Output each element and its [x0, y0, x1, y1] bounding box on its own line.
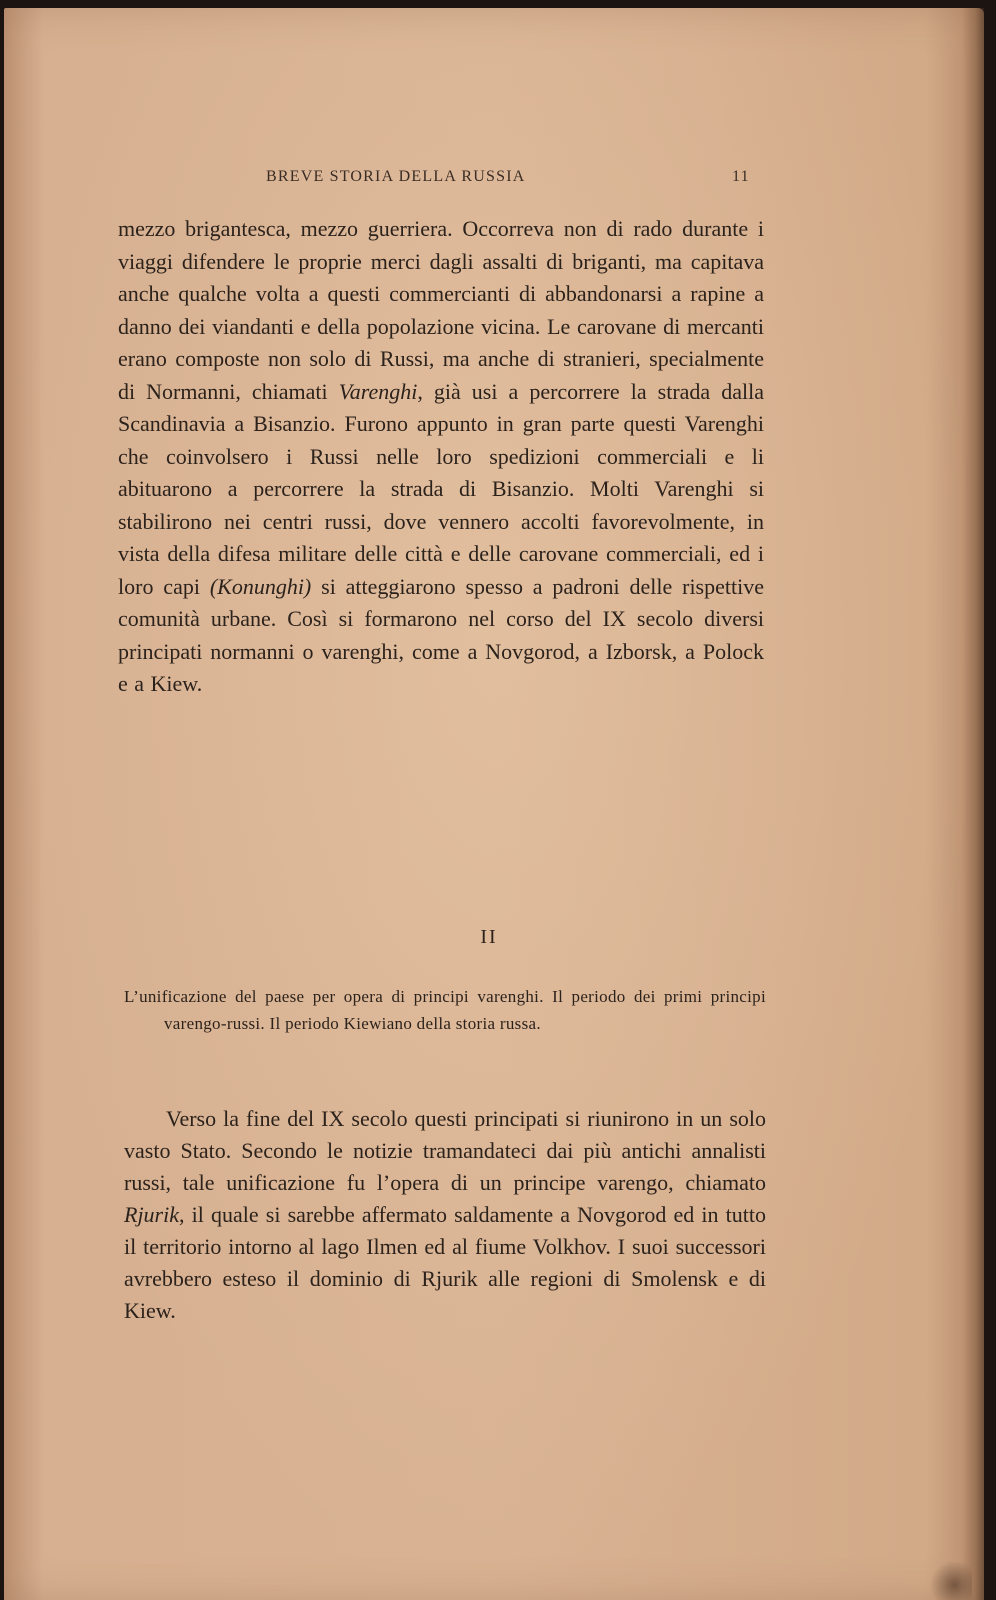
- paragraph-text: [124, 1103, 766, 1327]
- running-title: BREVE STORIA DELLA RUSSIA: [266, 168, 526, 185]
- italic-term-varenghi: Varenghi: [338, 378, 418, 404]
- body-paragraph-2: [124, 1103, 766, 1327]
- corner-stain: [928, 1562, 972, 1600]
- summary-text: L’unificazione del paese per opera di principi varenghi. Il periodo dei primi principi varengo-russi. Il periodo Kiewiano della storia russa.: [124, 987, 766, 1033]
- text-run: , già usi a percorrere la strada dalla Scandinavia a Bisanzio. Furono appunto in gran parte questi Varenghi che coinvolsero i Russi nelle loro spedizioni commerciali e li abituarono a percorrere la strada di Bisanzio. Molti Varenghi si stabilirono nei centri russi, dove vennero accolti favorevolmente, in vista della difesa militare delle città e delle carovane commerciali, ed i loro capi: [118, 378, 764, 599]
- text-run: mezzo brigantesca, mezzo guerriera. Occorreva non di rado durante i viaggi difendere le proprie merci dagli assalti di briganti, ma capitava anche qualche volta a questi commercianti di abbandonarsi a rapine a danno dei viandanti e della popolazione vicina. Le carovane di mercanti erano composte non solo di Russi, ma anche di stranieri, specialmente di Normanni, chiamati: [118, 216, 764, 404]
- paragraph-text: [118, 213, 764, 701]
- text-run: Verso la fine del IX secolo questi principati si riunirono in un solo vasto Stato. Secondo le notizie tramandateci dai più antichi annalisti russi, tale unificazione fu l’opera di un principe varengo, chiamato: [124, 1106, 766, 1195]
- page-number: 11: [732, 168, 750, 185]
- section-number: II: [480, 926, 498, 948]
- book-page: [4, 8, 984, 1600]
- italic-term-rjurik: Rjurik: [124, 1202, 179, 1227]
- italic-term-konunghi: (Konunghi): [209, 573, 312, 599]
- page-edge-shadow: [962, 8, 984, 1600]
- text-run: si atteggiarono spesso a padroni delle rispettive comunità urbane. Così si formarono nel corso del IX secolo diversi principati normanni o varenghi, come a Novgorod, a Izborsk, a Polock e a Kiew.: [118, 573, 764, 696]
- body-paragraph-1: [118, 213, 764, 701]
- section-summary: [124, 983, 766, 1037]
- text-run: , il quale si sarebbe affermato saldamente a Novgorod ed in tutto il territorio intorno al lago Ilmen ed al fiume Volkhov. I suoi successori avrebbero esteso il dominio di Rjurik alle regioni di Smolensk e di Kiew.: [124, 1202, 766, 1323]
